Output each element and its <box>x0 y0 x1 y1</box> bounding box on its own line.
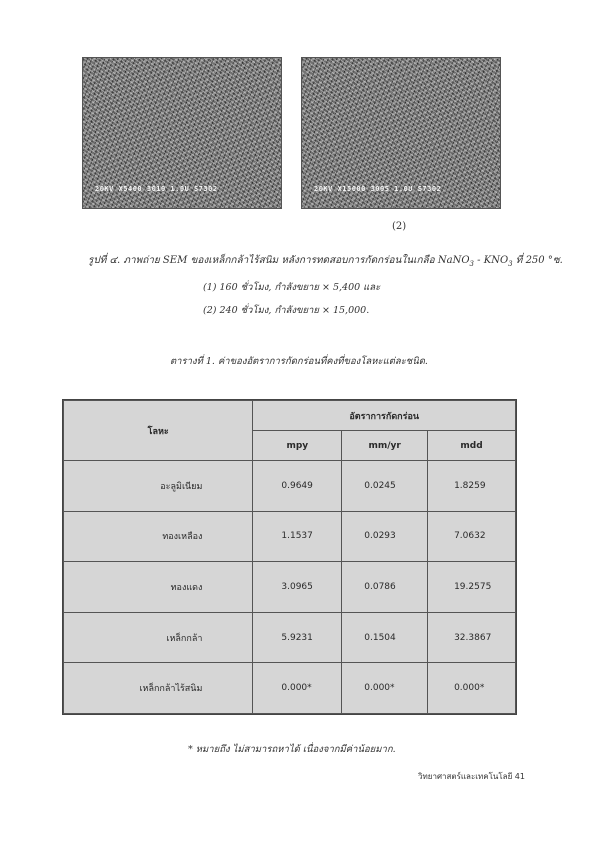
header-metal: โลหะ <box>64 401 253 461</box>
corrosion-rate-table <box>62 399 517 715</box>
cell-mdd: 7.0632 <box>428 511 516 562</box>
table-row <box>64 612 516 663</box>
cell-mm-yr: 0.0293 <box>342 511 428 562</box>
caption-prefix: รูปที่ ๔. ภาพถ่าย SEM ของเหล็กกล้าไร้สนิม หลังการทดสอบการกัดกร่อนในเกลือ NaNO <box>88 255 470 266</box>
cell-mm-yr: 0.0245 <box>342 461 428 512</box>
table-row <box>64 663 516 714</box>
cell-metal: เหล็กกล้าไร้สนิม <box>64 663 253 714</box>
caption-subscript-1: 3 <box>469 260 474 268</box>
table-row <box>64 461 516 512</box>
cell-mdd: 1.8259 <box>428 461 516 512</box>
table-row <box>64 511 516 562</box>
caption-subscript-2: 3 <box>508 260 513 268</box>
cell-metal: ทองแดง <box>64 562 253 613</box>
page-footer: วิทยาศาสตร์และเทคโนโลยี 41 <box>418 772 525 781</box>
header-corrosion-rate: อัตราการกัดกร่อน <box>253 401 516 431</box>
cell-mpy: 5.9231 <box>253 612 342 663</box>
table-footnote: * หมายถึง ไม่สามารถหาได้ เนื่องจากมีค่าน้อยมาก. <box>188 744 396 755</box>
table-row <box>64 562 516 613</box>
sem-image-2 <box>301 57 501 209</box>
cell-mpy: 0.9649 <box>253 461 342 512</box>
cell-mpy: 3.0965 <box>253 562 342 613</box>
table-header-row <box>64 401 516 431</box>
cell-mdd: 0.000* <box>428 663 516 714</box>
cell-metal: อะลูมิเนียม <box>64 461 253 512</box>
cell-metal: ทองเหลือง <box>64 511 253 562</box>
caption-mid: - KNO <box>474 255 509 266</box>
sem-image-1 <box>82 57 282 209</box>
header-mm-yr: mm/yr <box>342 431 428 461</box>
caption-line-1: (1) 160 ชั่วโมง, กำลังขยาย × 5,400 และ <box>203 282 381 293</box>
cell-metal: เหล็กกล้า <box>64 612 253 663</box>
sem-image-1-overlay: 20KV X5400 3010 1.0U S7302 <box>95 185 218 193</box>
cell-mm-yr: 0.0786 <box>342 562 428 613</box>
cell-mpy: 0.000* <box>253 663 342 714</box>
figure-caption <box>88 253 563 268</box>
caption-line-2: (2) 240 ชั่วโมง, กำลังขยาย × 15,000. <box>203 305 370 316</box>
cell-mpy: 1.1537 <box>253 511 342 562</box>
header-mdd: mdd <box>428 431 516 461</box>
image-number-label: (2) <box>392 221 407 232</box>
data-table <box>63 400 516 714</box>
table-caption: ตารางที่ 1. ค่าของอัตราการกัดกร่อนที่คงที่ของโลหะแต่ละชนิด. <box>170 356 428 367</box>
caption-suffix: ที่ 250 °ซ. <box>512 255 563 266</box>
header-mpy: mpy <box>253 431 342 461</box>
cell-mm-yr: 0.1504 <box>342 612 428 663</box>
cell-mm-yr: 0.000* <box>342 663 428 714</box>
cell-mdd: 32.3867 <box>428 612 516 663</box>
sem-image-2-overlay: 20KV X15000 3005 1.0U S7302 <box>314 185 442 193</box>
cell-mdd: 19.2575 <box>428 562 516 613</box>
